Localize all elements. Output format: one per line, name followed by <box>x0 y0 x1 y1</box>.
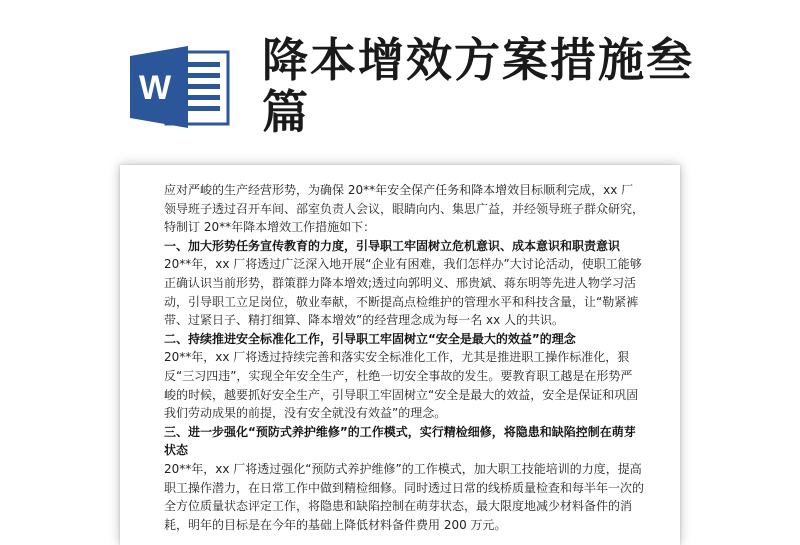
document-body <box>164 181 644 534</box>
document-preview-page <box>120 165 680 545</box>
body-paragraph: 20**年，xx 厂将透过广泛深入地开展“企业有困难，我们怎样办”大讨论活动，使职工能够正确认识当前形势，群策群力降本增效;透过向郭明义、邢贵斌、蒋东明等先进人物学习活动，引导职工立足岗位，敬业奉献，不断提高点检维护的管理水平和科技含量，让“勒紧裤带、过紧日子、精打细算、降本增效”的经营理念成为每一名 xx 人的共识。 <box>164 257 642 328</box>
body-paragraph: 20**年，xx 厂将透过持续完善和落实安全标准化工作，尤其是推进职工操作标准化，狠反“三习四违”，实现全年安全生产，杜绝一切安全事故的发生。要教育职工越是在形势严峻的时候，越要抓好安全生产，引导职工牢固树立“安全是最大的效益，安全是保证和巩固我们劳动成果的前提，没有安全就没有效益”的理念。 <box>164 350 639 421</box>
body-paragraph: 应对严峻的生产经营形势，为确保 20**年安全保产任务和降本增效目标顺利完成，xx 厂领导班子透过召开车间、部室负责人会议，眼睛向内、集思广益，并经领导班子群众研究，特制订 20**年降本增效工作措施如下： <box>164 183 645 235</box>
section-heading: 三、进一步强化“预防式养护维修”的工作模式，实行精检细修，将隐患和缺陷控制在萌芽状态 <box>164 424 636 458</box>
body-paragraph: 20**年，xx 厂将透过强化“预防式养护维修”的工作模式，加大职工技能培训的力度，提高职工操作潜力，在日常工作中做到精检细修。同时透过日常的线桥质量检查和每半年一次的全方位质量状态评定工作，将隐患和缺陷控制在萌芽状态，最大限度地减少材料备件的消耗，明年的目标是在今年的基础上降低材料备件费用 200 万元。 <box>164 461 645 532</box>
word-icon-letter: W <box>138 69 172 107</box>
page-title: 降本增效方案措施叁篇 <box>262 33 694 139</box>
section-heading: 二、持续推进安全标准化工作，引导职工牢固树立“安全是最大的效益”的理念 <box>164 331 576 346</box>
section-heading: 一、加大形势任务宣传教育的力度，引导职工牢固树立危机意识、成本意识和职责意识 <box>164 238 621 253</box>
word-document-icon <box>128 44 232 130</box>
